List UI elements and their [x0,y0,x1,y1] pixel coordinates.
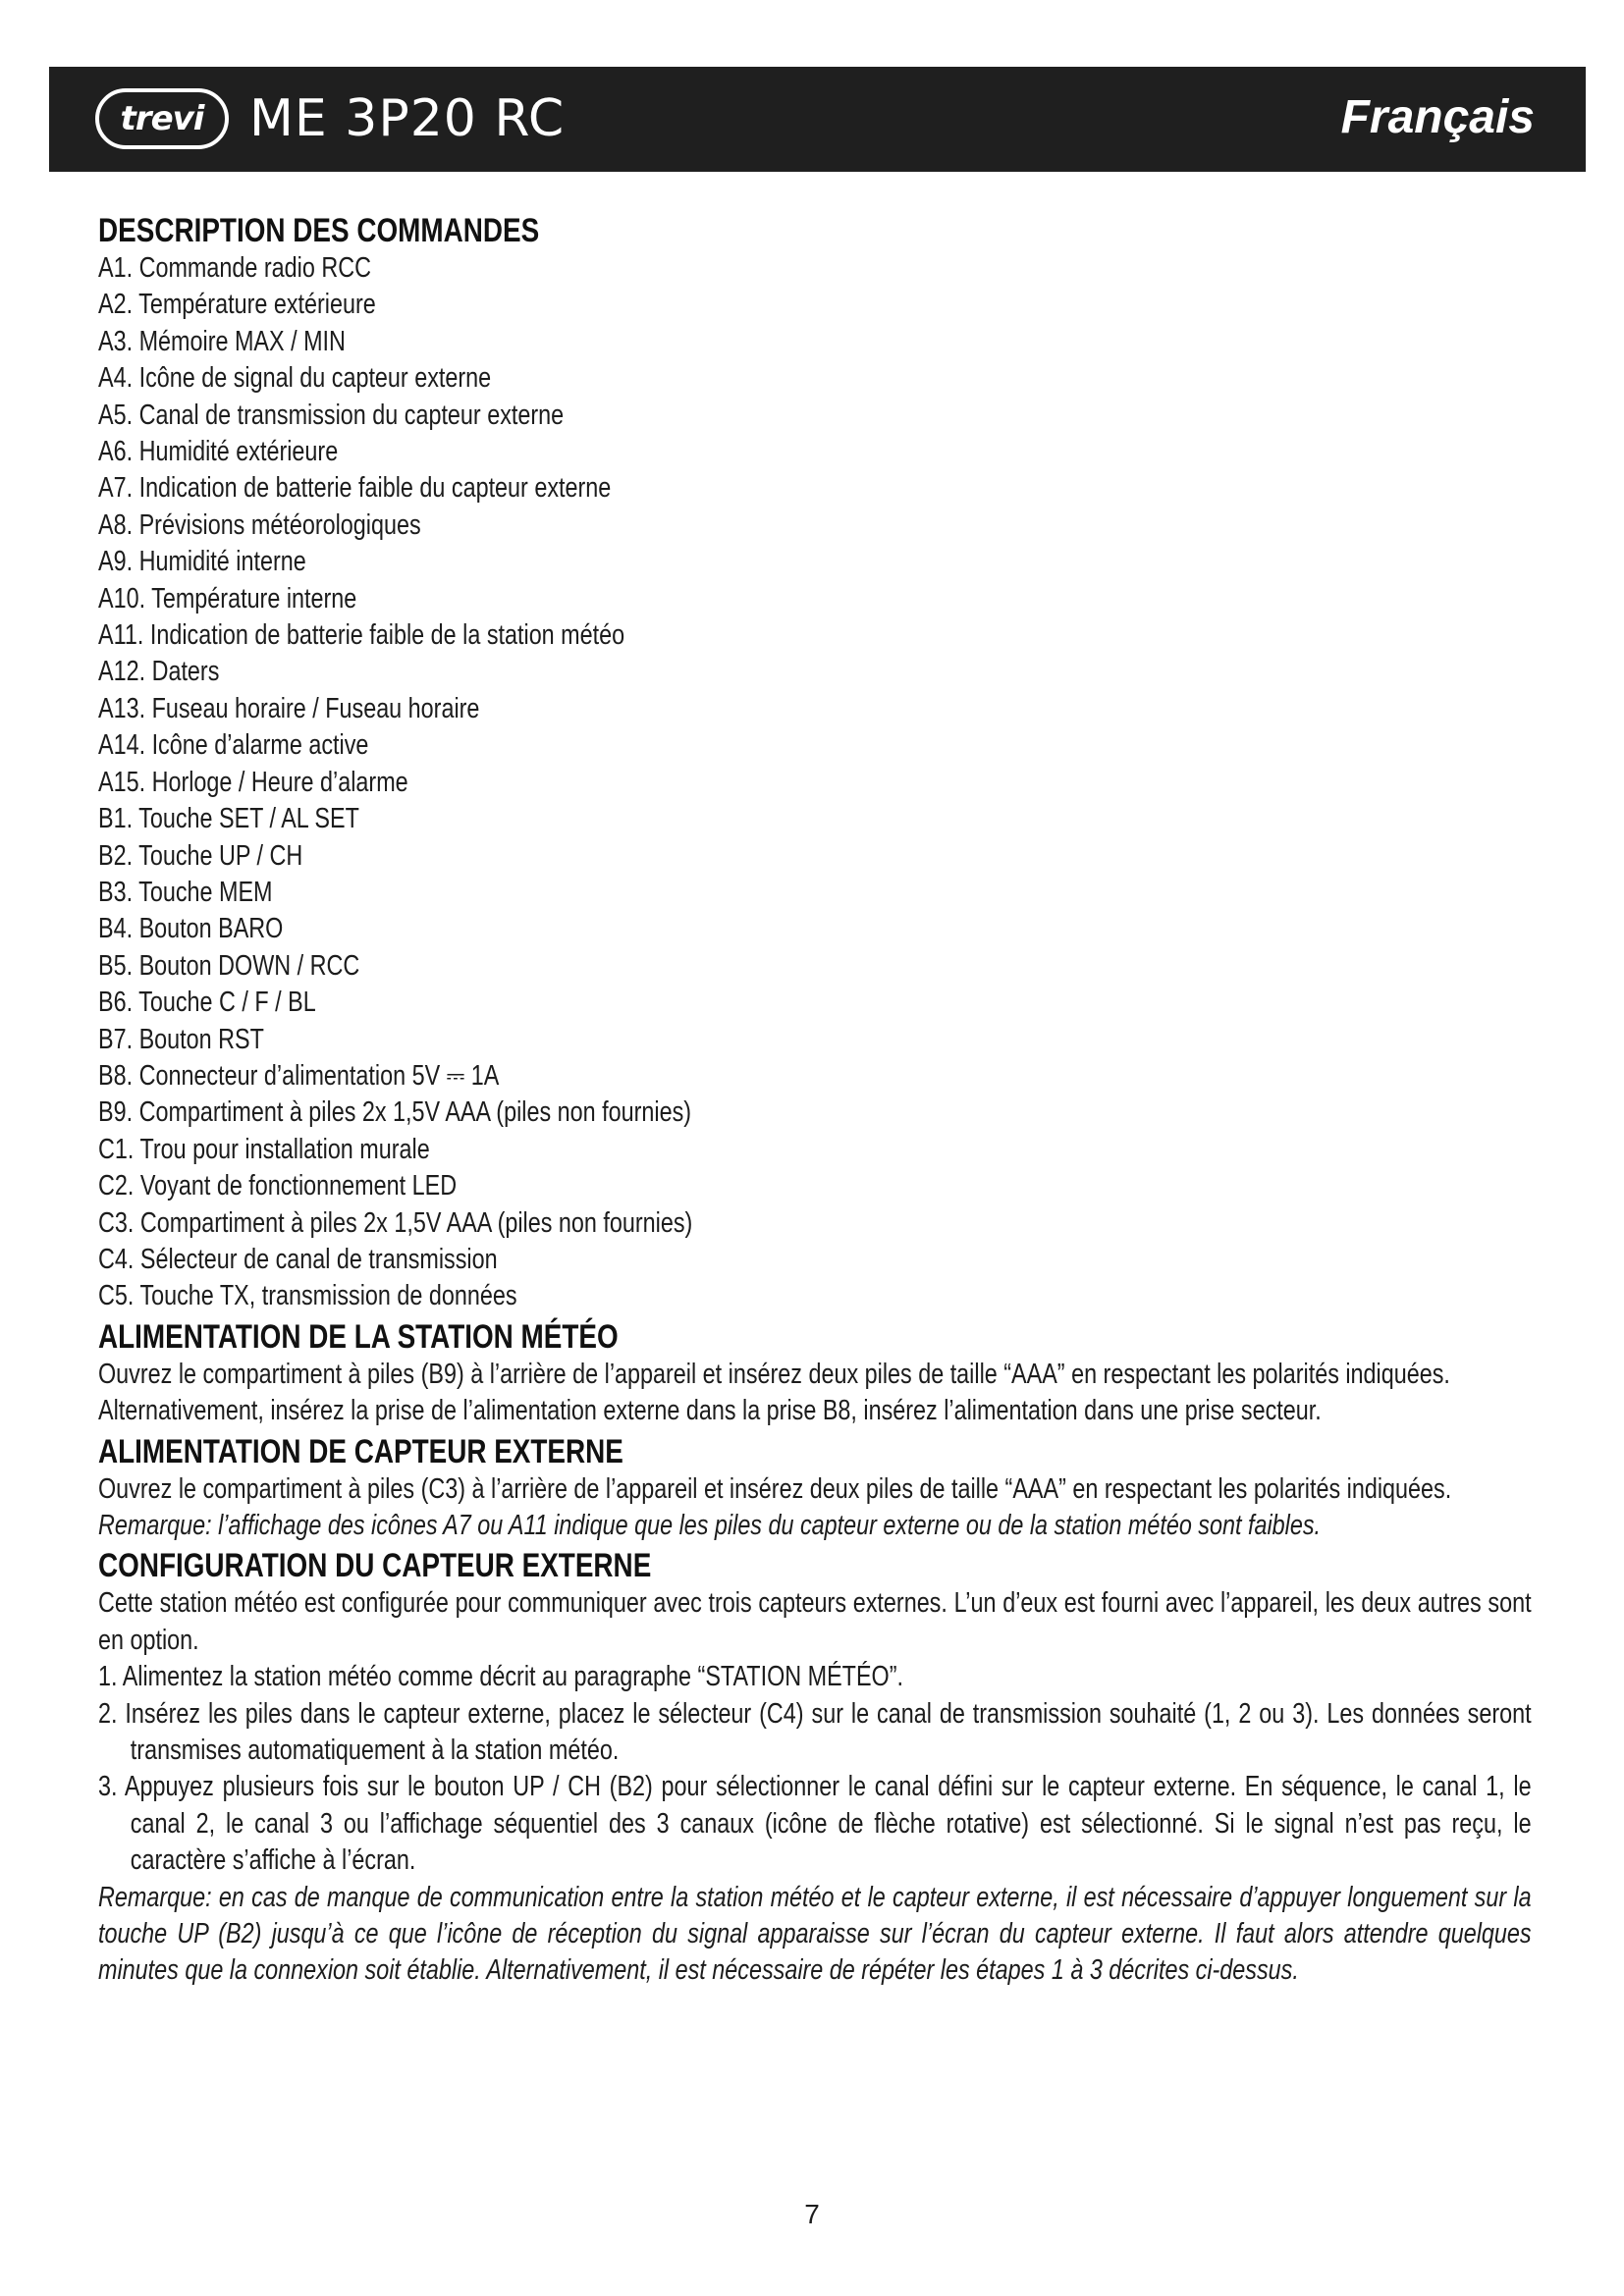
control-item: A13. Fuseau horaire / Fuseau horaire [98,692,480,724]
control-item: A15. Horloge / Heure d’alarme [98,766,408,798]
control-item: A1. Commande radio RCC [98,252,371,284]
control-item: C1. Trou pour installation murale [98,1133,430,1165]
control-item: A3. Mémoire MAX / MIN [98,325,346,357]
page-content [98,211,1532,1990]
sensor-config-note: Remarque: en cas de manque de communication entre la station météo et le capteur externe, il est nécessaire d’appuyer longuement sur la touche UP (B2) jusqu’à ce que l’icône de réception du signal apparaisse sur l’écran du capteur externe. Il faut alors attendre quelques minutes que la connexion soit établie. Alternativement, il est nécessaire de répéter les étapes 1 à 3 décrites ci-dessus. [98,1881,1532,1987]
controls-heading: DESCRIPTION DES COMMANDES [98,212,540,249]
step-2: 2. Insérez les piles dans le capteur externe, placez le sélecteur (C4) sur le canal de transmission souhaité (1, 2 ou 3). Les données seront transmises automatiquement à la station météo. [98,1697,1532,1767]
logo-text: trevi [120,99,204,138]
sensor-config-steps [98,1659,1532,1879]
control-item: C2. Voyant de fonctionnement LED [98,1170,458,1202]
control-item: B5. Bouton DOWN / RCC [98,949,360,982]
control-item: A14. Icône d’alarme active [98,729,369,762]
page-header [49,67,1586,172]
control-item: B7. Bouton RST [98,1023,264,1055]
control-item: A11. Indication de batterie faible de la station météo [98,619,625,652]
station-power-paragraph-1: Ouvrez le compartiment à piles (B9) à l’arrière de l’appareil et insérez deux piles de taille “AAA” en respectant les polarités indiquées. [98,1358,1450,1390]
control-item: C4. Sélecteur de canal de transmission [98,1243,498,1275]
page-number: 7 [804,2199,820,2229]
sensor-power-heading: ALIMENTATION DE CAPTEUR EXTERNE [98,1432,623,1470]
sensor-power-paragraph: Ouvrez le compartiment à piles (C3) à l’arrière de l’appareil et insérez deux piles de taille “AAA” en respectant les polarités indiquées. [98,1472,1452,1505]
control-item: A9. Humidité interne [98,546,306,578]
control-item: A5. Canal de transmission du capteur externe [98,399,565,431]
station-power-heading: ALIMENTATION DE LA STATION MÉTÉO [98,1317,619,1356]
control-item: B8. Connecteur d’alimentation 5V ⎓ 1A [98,1059,500,1092]
control-item: A12. Daters [98,656,220,688]
control-item: B4. Bouton BARO [98,913,284,945]
sensor-power-note: Remarque: l’affichage des icônes A7 ou A11 indique que les piles du capteur externe ou de la station météo sont faibles. [98,1510,1322,1541]
control-item: C5. Touche TX, transmission de données [98,1280,517,1312]
control-item: B1. Touche SET / AL SET [98,803,359,835]
control-item: C3. Compartiment à piles 2x 1,5V AAA (piles non fournies) [98,1206,693,1239]
control-item: A4. Icône de signal du capteur externe [98,362,492,395]
trevi-logo [95,88,229,149]
station-power-paragraph-2: Alternativement, insérez la prise de l’alimentation externe dans la prise B8, insérez l’alimentation dans une prise secteur. [98,1395,1322,1427]
sensor-config-paragraph: Cette station météo est configurée pour communiquer avec trois capteurs externes. L’un d’eux est fourni avec l’appareil, les deux autres sont en option. [98,1587,1532,1656]
control-item: A6. Humidité extérieure [98,436,339,468]
controls-list [98,250,1532,1315]
step-1: 1. Alimentez la station météo comme décrit au paragraphe “STATION MÉTÉO”. [98,1661,903,1693]
control-item: B6. Touche C / F / BL [98,987,316,1019]
control-item: A10. Température interne [98,582,357,614]
control-item: B3. Touche MEM [98,876,273,908]
sensor-config-heading: CONFIGURATION DU CAPTEUR EXTERNE [98,1547,652,1585]
control-item: A7. Indication de batterie faible du capteur externe [98,472,612,505]
control-item: B9. Compartiment à piles 2x 1,5V AAA (piles non fournies) [98,1096,692,1129]
control-item: A8. Prévisions météorologiques [98,508,421,541]
language-label: Français [1340,91,1535,143]
control-item: B2. Touche UP / CH [98,839,303,872]
step-3: 3. Appuyez plusieurs fois sur le bouton UP / CH (B2) pour sélectionner le canal défini sur le capteur externe. En séquence, le canal 1, le canal 2, le canal 3 ou l’affichage séquentiel des 3 canaux (icône de flèche rotative) est sélectionné. Si le signal n’est pas reçu, le caractère s’affiche à l’écran. [98,1771,1532,1877]
control-item: A2. Température extérieure [98,289,376,321]
model-name: ME 3P20 RC [249,89,566,148]
